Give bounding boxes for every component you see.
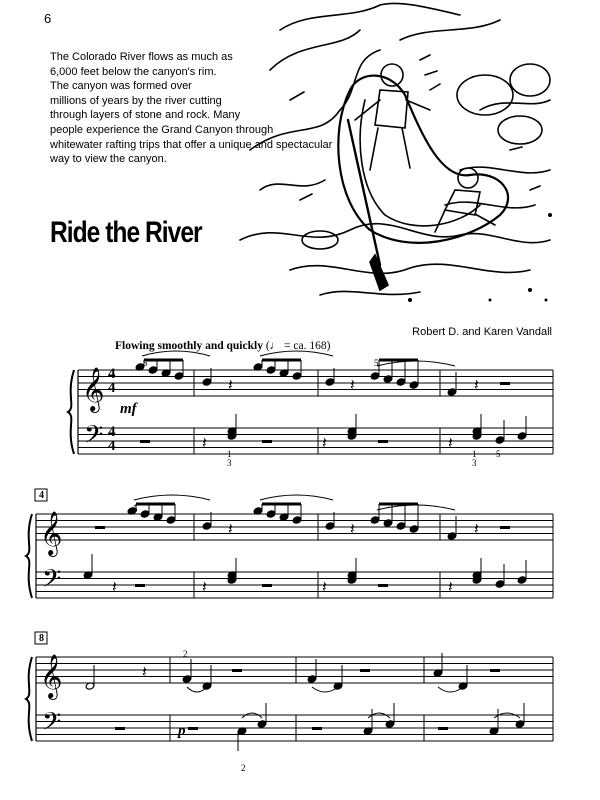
- tempo-paren-open: (: [265, 340, 270, 352]
- half-rest-icon: [360, 669, 370, 672]
- notehead: [517, 432, 527, 440]
- half-rest-icon: [140, 440, 150, 443]
- fingering: 3: [472, 458, 477, 468]
- half-rest-icon: [115, 727, 125, 730]
- quarter-rest-icon: 𝄽: [448, 433, 453, 452]
- notehead: [292, 372, 302, 380]
- page-number: 6: [44, 11, 52, 26]
- notehead: [292, 516, 302, 524]
- fingering: 5: [496, 449, 501, 459]
- brace: [26, 514, 32, 598]
- half-rest-icon: [490, 669, 500, 672]
- quarter-rest-icon: 𝄽: [322, 433, 327, 452]
- slur: [134, 495, 210, 500]
- fingering: 1: [472, 449, 477, 459]
- notehead: [396, 378, 406, 386]
- measure-number: 4: [39, 490, 44, 501]
- tempo-paren-close: ): [326, 340, 331, 352]
- slur: [377, 505, 455, 510]
- notehead: [495, 580, 505, 588]
- treble-clef-icon: 𝄞: [40, 511, 63, 555]
- quarter-rest-icon: 𝄽: [350, 519, 355, 538]
- bass-clef-icon: 𝄢: [84, 420, 104, 456]
- notehead: [409, 525, 419, 533]
- measure-number: 8: [39, 633, 44, 644]
- bass-clef-icon: 𝄢: [42, 564, 62, 600]
- notehead: [517, 576, 527, 584]
- bass-clef-icon: 𝄢: [42, 707, 62, 743]
- quarter-rest-icon: 𝄽: [474, 375, 479, 394]
- half-rest-icon: [438, 727, 448, 730]
- tempo-text: Flowing smoothly and quickly: [115, 340, 263, 352]
- fingering: 2: [241, 763, 246, 773]
- slur: [142, 351, 210, 356]
- half-rest-icon: [95, 526, 105, 529]
- intro-line: millions of years by the river cutting: [50, 94, 222, 107]
- song-title: Ride the River: [50, 216, 202, 249]
- quarter-rest-icon: 𝄽: [474, 519, 479, 538]
- treble-clef-icon: 𝄞: [40, 654, 63, 698]
- notehead: [148, 366, 158, 374]
- quarter-rest-icon: 𝄽: [350, 375, 355, 394]
- half-rest-icon: [262, 440, 272, 443]
- notehead: [409, 381, 419, 389]
- fingering: 2: [183, 649, 188, 659]
- fingering: 5: [133, 504, 138, 514]
- half-rest-icon: [262, 584, 272, 587]
- half-rest-icon: [312, 727, 322, 730]
- quarter-rest-icon: 𝄽: [322, 577, 327, 596]
- half-rest-icon: [500, 526, 510, 529]
- treble-clef-icon: 𝄞: [82, 367, 105, 411]
- notehead: [174, 372, 184, 380]
- quarter-rest-icon: 𝄽: [228, 519, 233, 538]
- notehead: [140, 510, 150, 518]
- intro-line: whitewater rafting trips that offer a unique and spectacular: [50, 138, 333, 151]
- quarter-rest-icon: 𝄽: [202, 433, 207, 452]
- quarter-rest-icon: 𝄽: [142, 662, 147, 681]
- quarter-rest-icon: 𝄽: [448, 577, 453, 596]
- notehead: [266, 366, 276, 374]
- half-rest-icon: [188, 727, 198, 730]
- half-rest-icon: [135, 584, 145, 587]
- time-sig-bottom-bass: 4: [108, 438, 116, 454]
- fingering: 3: [227, 458, 232, 468]
- quarter-note-icon: ♩: [269, 340, 282, 352]
- fingering: 5: [143, 358, 148, 368]
- notehead: [325, 378, 335, 386]
- notehead: [202, 378, 212, 386]
- half-rest-icon: [378, 584, 388, 587]
- notehead: [166, 516, 176, 524]
- slur: [377, 361, 455, 366]
- intro-line: The canyon was formed over: [50, 80, 192, 93]
- notehead: [202, 522, 212, 530]
- fingering: 1: [227, 449, 232, 459]
- quarter-rest-icon: 𝄽: [228, 375, 233, 394]
- brace: [26, 657, 32, 741]
- metronome-value: = ca. 168: [284, 340, 327, 352]
- slur: [260, 495, 333, 500]
- brace: [68, 370, 74, 454]
- dynamic-mf: mf: [120, 401, 137, 417]
- notehead: [495, 436, 505, 444]
- half-rest-icon: [378, 440, 388, 443]
- time-sig-top-bass: 4: [108, 424, 116, 440]
- notehead: [370, 372, 380, 380]
- notehead: [370, 516, 380, 524]
- composer-credit: Robert D. and Karen Vandall: [412, 326, 552, 338]
- half-rest-icon: [500, 382, 510, 385]
- dynamic-p: p: [178, 723, 186, 739]
- intro-line: way to view the canyon.: [50, 153, 167, 166]
- intro-line: people experience the Grand Canyon through: [50, 123, 274, 136]
- quarter-rest-icon: 𝄽: [202, 577, 207, 596]
- notehead: [266, 510, 276, 518]
- notehead: [325, 522, 335, 530]
- intro-line: The Colorado River flows as much as: [50, 51, 233, 63]
- time-sig-bottom-treble: 4: [108, 380, 116, 396]
- half-rest-icon: [232, 669, 242, 672]
- quarter-rest-icon: 𝄽: [112, 577, 117, 596]
- intro-line: through layers of stone and rock. Many: [50, 109, 241, 122]
- slur: [260, 351, 333, 356]
- time-sig-top-treble: 4: [108, 366, 116, 382]
- notehead: [396, 522, 406, 530]
- fingering: 5: [374, 358, 379, 368]
- intro-line: 6,000 feet below the canyon's rim.: [50, 65, 217, 78]
